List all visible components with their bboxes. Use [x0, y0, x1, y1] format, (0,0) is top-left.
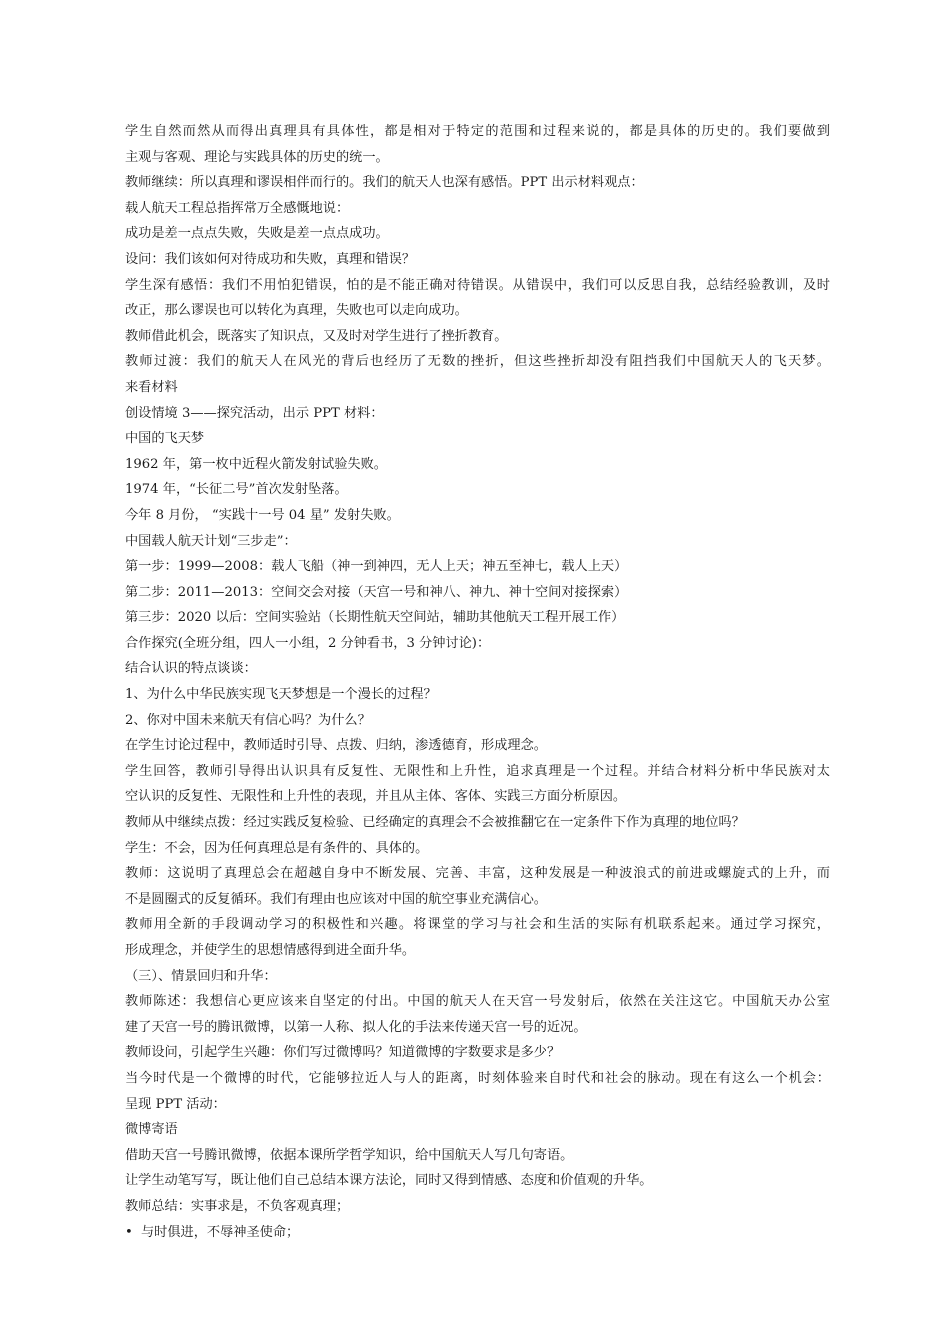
paragraph-line: 设问：我们该如何对待成功和失败，真理和错误？ — [125, 251, 416, 267]
bullet-item — [125, 1220, 830, 1246]
paragraph-line: 形成理念，并使学生的思想情感得到进全面升华。 — [125, 943, 416, 958]
paragraph-line: 今年 8 月份， “实践十一号 04 星” 发射失败。 — [125, 507, 400, 523]
paragraph-line: 让学生动笔写写，既让他们自己总结本课方法论，同时又得到情感、态度和价值观的升华。 — [125, 1173, 653, 1189]
bullet-text: 与时俱进，不辱神圣使命； — [141, 1224, 300, 1240]
paragraph-line: 教师借此机会，既落实了知识点，又及时对学生进行了挫折教育。 — [125, 328, 508, 344]
paragraph-line: 借助天宫一号腾讯微博，依据本课所学哲学知识，给中国航天人写几句寄语。 — [125, 1147, 574, 1163]
paragraph-line: 成功是差一点点失败，失败是差一点点成功。 — [125, 226, 389, 242]
paragraph-line: 学生回答，教师引导得出认识具有反复性、无限性和上升性，追求真理是一个过程。并结合材料分析中华民族对太 — [125, 763, 830, 779]
paragraph-line: 中国载人航天计划“三步走”： — [125, 533, 297, 549]
paragraph-line: 合作探究(全班分组，四人一小组，2 分钟看书，3 分钟讨论)： — [125, 635, 491, 651]
paragraph-line: 创设情境 3——探究活动，出示 PPT 材料： — [125, 405, 384, 421]
paragraph-line: 教师设问，引起学生兴趣：你们写过微博吗？知道微博的字数要求是多少？ — [125, 1045, 561, 1061]
paragraph-line: 教师继续：所以真理和谬误相伴而行的。我们的航天人也深有感悟。PPT 出示材料观点： — [125, 175, 644, 191]
paragraph-line: 第一步：1999—2008：载人飞船（神一到神四，无人上天；神五至神七，载人上天） — [125, 559, 628, 575]
paragraph-line: 呈现 PPT 活动： — [125, 1096, 226, 1112]
paragraph-line: 教师陈述：我想信心更应该来自坚定的付出。中国的航天人在天宫一号发射后，依然在关注这它。中国航天办公室 — [125, 994, 830, 1010]
paragraph-line: （三）、情景回归和升华： — [125, 968, 277, 984]
paragraph-line: 学生深有感悟：我们不用怕犯错误，怕的是不能正确对待错误。从错误中，我们可以反思自我，总结经验教训，及时 — [125, 277, 830, 293]
paragraph-line: 来看材料 — [125, 379, 178, 395]
paragraph-line: 2、你对中国未来航天有信心吗？为什么？ — [125, 712, 371, 728]
paragraph-line: 空认识的反复性、无限性和上升性的表现，并且从主体、客体、实践三方面分析原因。 — [125, 789, 627, 805]
paragraph-line: 教师用全新的手段调动学习的积极性和兴趣。将课堂的学习与社会和生活的实际有机联系起来。通过学习探究， — [125, 917, 830, 933]
paragraph-line: 教师总结：实事求是，不负客观真理； — [125, 1198, 350, 1214]
paragraph-line: 结合认识的特点谈谈： — [125, 661, 257, 677]
paragraph-line: 中国的飞天梦 — [125, 431, 205, 447]
paragraph-line: 当今时代是一个微博的时代，它能够拉近人与人的距离，时刻体验来自时代和社会的脉动。现在有这么一个机会： — [125, 1070, 830, 1086]
paragraph-line: 第三步：2020 以后：空间实验站（长期性航天空间站，辅助其他航天工程开展工作） — [125, 610, 625, 626]
paragraph-line: 教师从中继续点拨：经过实践反复检验、已经确定的真理会不会被推翻它在一定条件下作为真理的地位吗？ — [125, 815, 745, 831]
document-page — [125, 119, 830, 1245]
paragraph-line: 1、为什么中华民族实现飞天梦想是一个漫长的过程？ — [125, 687, 437, 703]
paragraph-line: 1974 年，“长征二号”首次发射坠落。 — [125, 482, 348, 498]
paragraph-line: 第二步：2011—2013：空间交会对接（天宫一号和神八、神九、神十空间对接探索） — [125, 584, 628, 600]
paragraph-line: 教师：这说明了真理总会在超越自身中不断发展、完善、丰富，这种发展是一种波浪式的前进或螺旋式的上升，而 — [125, 866, 830, 882]
paragraph-line: 主观与客观、理论与实践具体的历史的统一。 — [125, 149, 389, 165]
paragraph-line: 教师过渡：我们的航天人在风光的背后也经历了无数的挫折，但这些挫折却没有阻挡我们中国航天人的飞天梦。 — [125, 354, 830, 370]
paragraph-line: 载人航天工程总指挥常万全感慨地说： — [125, 200, 350, 216]
paragraph-line: 在学生讨论过程中，教师适时引导、点拨、归纳，渗透德育，形成理念。 — [125, 738, 547, 754]
paragraph-line: 学生：不会，因为任何真理总是有条件的、具体的。 — [125, 840, 429, 856]
paragraph-line: 学生自然而然从而得出真理具有具体性，都是相对于特定的范围和过程来说的，都是具体的历史的。我们要做到 — [125, 124, 830, 139]
bullet-dot-icon: • — [125, 1224, 133, 1240]
paragraph-line: 改正，那么谬误也可以转化为真理，失败也可以走向成功。 — [125, 303, 468, 319]
paragraph-line: 微博寄语 — [125, 1122, 178, 1138]
paragraph-line: 建了天宫一号的腾讯微博，以第一人称、拟人化的手法来传递天宫一号的近况。 — [125, 1019, 587, 1035]
paragraph-line: 1962 年，第一枚中近程火箭发射试验失败。 — [125, 456, 387, 472]
paragraph-line: 不是圆圈式的反复循环。我们有理由也应该对中国的航空事业充满信心。 — [125, 891, 547, 907]
